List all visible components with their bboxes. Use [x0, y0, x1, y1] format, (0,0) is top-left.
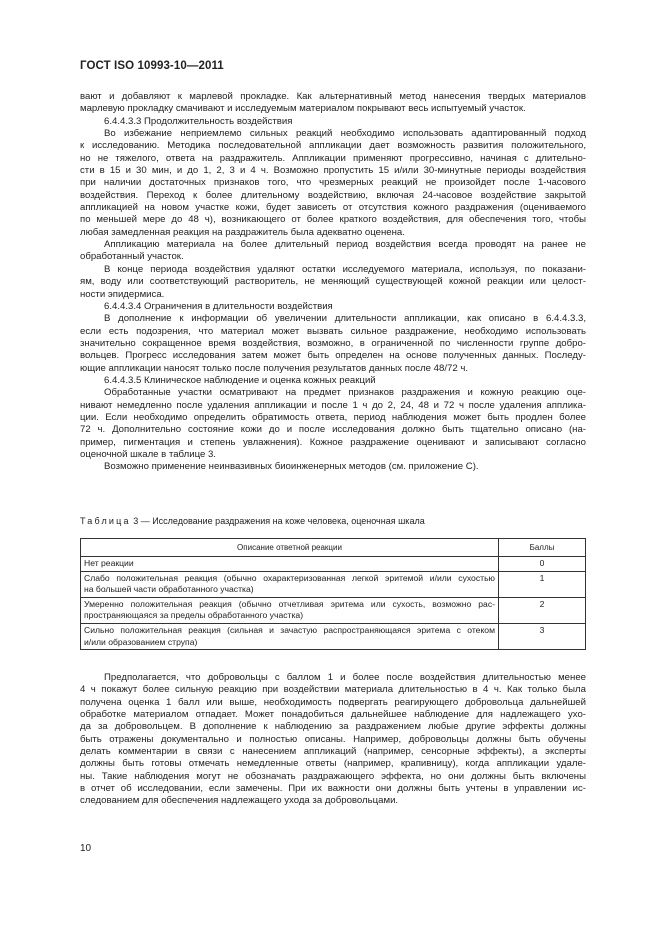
- reaction-description-line: Слабо положительная реакция (обычно охарактеризованная легкой эритемой и/или сухостью: [84, 572, 495, 583]
- column-header-score: Баллы: [499, 539, 586, 557]
- reaction-description-cell: [81, 557, 499, 572]
- text-line: В конце периода воздействия удаляют остатки исследуемого материала, используя, по показани-: [104, 263, 586, 275]
- document-header: ГОСТ ISO 10993-10—2011: [80, 60, 224, 72]
- text-line: быть отражены документально и полностью описаны. Например, добровольцы должны быть обучены: [80, 733, 586, 745]
- reaction-description-cell: [81, 571, 499, 597]
- column-header-description: Описание ответной реакции: [81, 539, 499, 557]
- text-line: следованием для обеспечения надлежащего ухода за добровольцами.: [80, 795, 399, 807]
- text-line: Во избежание неприемлемо сильных реакций необходимо использовать адаптированный подход: [104, 128, 586, 140]
- text-line: вают и добавляют к марлевой прокладке. Как альтернативный метод нанесения твердых материалов: [80, 91, 586, 102]
- reaction-description-line: Нет реакции: [84, 558, 134, 568]
- text-line: ям, воду или соответствующий растворитель, не меняющий существующей кожной реакции или целост-: [80, 276, 586, 288]
- text-line: 4 ч покажут более сильную реакцию при воздействии материала длительностью в 4 ч. Как только была: [80, 684, 586, 696]
- text-line: если есть подозрения, что материал может вызвать сильное раздражение, необходимо использовать: [80, 325, 586, 337]
- reaction-description-line: и/или образованием струпа): [84, 636, 198, 647]
- text-line: нивают немедленно после удаления аппликации и после 1 ч до 2, 24, 48 и 72 ч после удаления апплика-: [80, 399, 586, 411]
- reaction-description-cell: [81, 597, 499, 623]
- table-header-row: [81, 539, 586, 557]
- score-cell: 3: [499, 623, 586, 649]
- text-line: 6.4.4.3.5 Клиническое наблюдение и оценка кожных реакций: [104, 374, 376, 386]
- text-line: пример, пигментация и степень увлажнения). Кожное раздражение оценивают и записывают согласно: [80, 436, 586, 448]
- table-row: [81, 557, 586, 572]
- text-line: ны. Такие наблюдения могут не обозначать раздражающего эффекта, но они должны быть включены: [80, 770, 586, 782]
- text-line: ющие аппликации наносят только после получения результатов данных после 48/72 ч.: [80, 362, 469, 374]
- text-line: Предполагается, что добровольцы с баллом 1 и более после воздействия длительностью менее: [104, 672, 586, 683]
- score-cell: 2: [499, 597, 586, 623]
- text-line: ции. Если необходимо определить обратимость ответа, период наблюдения может быть продлен более: [80, 411, 586, 423]
- text-line: Возможно применение неинвазивных биоинженерных методов (см. приложение С).: [104, 461, 479, 473]
- text-line: любая замедленная реакция на раздражитель была адекватно оценена.: [80, 226, 405, 238]
- text-line: Аппликацию материала на более длительный период воздействия всегда проводят на ранее не: [104, 239, 586, 251]
- reaction-description-line: Умеренно положительная реакция (обычно отчетливая эритема или сухость, возможно рас-: [84, 598, 495, 609]
- text-line: вольцев. Прогресс исследования затем может быть определен на основе полученных данных. Последу-: [80, 350, 586, 362]
- text-line: но не тяжелого, ответа на раздражитель. Аппликации применяют прогрессивно, начиная с длительно-: [80, 152, 586, 164]
- table-body: [81, 557, 586, 650]
- text-line: значительно сокращенное время воздействия, возможно, в ограниченной по численности группе добро-: [80, 337, 586, 349]
- irritation-score-table: [80, 538, 586, 650]
- body-text-top: [80, 91, 586, 474]
- table-caption-title: 3 — Исследование раздражения на коже человека, оценочная шкала: [130, 516, 425, 526]
- text-line: марлевую прокладку смачивают и исследуемым материалом покрывают весь испытуемый участок.: [80, 103, 526, 115]
- table-row: [81, 597, 586, 623]
- text-line: оценочной шкале в таблице 3.: [80, 448, 216, 460]
- body-text-bottom: [80, 672, 586, 808]
- score-cell: 0: [499, 557, 586, 572]
- table-row: [81, 571, 586, 597]
- text-line: В дополнение к информации об увеличении длительности аппликации, как описано в 6.4.4.3.3,: [104, 313, 586, 325]
- text-line: обработанный участок.: [80, 251, 184, 263]
- text-line: к исследованию. Методика последовательной аппликации дает возможность развития положительного,: [80, 140, 586, 152]
- text-line: в отчет об исследовании, если замечены. При их важности они должны быть учтены в управлении ис-: [80, 783, 586, 795]
- reaction-description-line: Сильно положительная реакция (сильная и зачастую распространяющаяся эритема с отеком: [84, 624, 495, 635]
- text-line: сти в 15 и 30 мин, и до 1, 2, 3 и 4 ч. Возможно пропустить 15 и/или 30-минутные периоды воздействия: [80, 165, 586, 177]
- text-line: 6.4.4.3.3 Продолжительность воздействия: [104, 115, 293, 127]
- text-line: ности эпидермиса.: [80, 288, 165, 300]
- text-line: делать комментарии в связи с нанесением аппликаций (например, сенсорные эффекты), а эксперты: [80, 746, 586, 758]
- reaction-description-cell: [81, 623, 499, 649]
- table-row: [81, 623, 586, 649]
- text-line: 6.4.4.3.4 Ограничения в длительности воздействия: [104, 300, 333, 312]
- text-line: по меньшей мере до 48 ч), возникающего от более краткого воздействия, для обеспечения того, чтобы: [80, 214, 586, 226]
- text-line: аппликацией на новом участке кожи, будет зависеть от отсутствия кожного раздражения (оцениваемого: [80, 202, 586, 214]
- text-line: должны быть готовы отмечать немедленные ответы (например, крапивницу), когда аппликации удале-: [80, 758, 586, 770]
- text-line: при наличии достаточных признаков того, что чрезмерных реакций не произойдет после 1-часового: [80, 177, 586, 189]
- page-number: 10: [80, 843, 92, 854]
- text-line: Обработанные участки осматривают на предмет признаков раздражения и кожную реакцию оце-: [104, 387, 586, 399]
- text-line: получена оценка 1 балл или выше, необходимость подвергать реагирующего добровольца дальнейшей: [80, 696, 586, 708]
- table-caption: [80, 516, 425, 526]
- text-line: обработке материалом отпадает. Может понадобиться дальнейшее наблюдение для надлежащего ухо-: [80, 709, 586, 721]
- reaction-description-line: пространяющаяся за пределы обработанного участка): [84, 610, 304, 621]
- score-cell: 1: [499, 571, 586, 597]
- text-line: да за добровольцем. В дополнение к наблюдению за раздражением любые другие эффекты должны: [80, 721, 586, 733]
- reaction-description-line: на большей части обработанного участка): [84, 584, 254, 595]
- table-caption-label: Таблица: [80, 516, 131, 526]
- text-line: воздействия. Переход к более длительному воздействию, включая 24-часовое воздействие закрытой: [80, 189, 586, 201]
- text-line: 72 ч. Дополнительно состояние кожи до и после исследования должно быть тщательно описано (на-: [80, 424, 586, 436]
